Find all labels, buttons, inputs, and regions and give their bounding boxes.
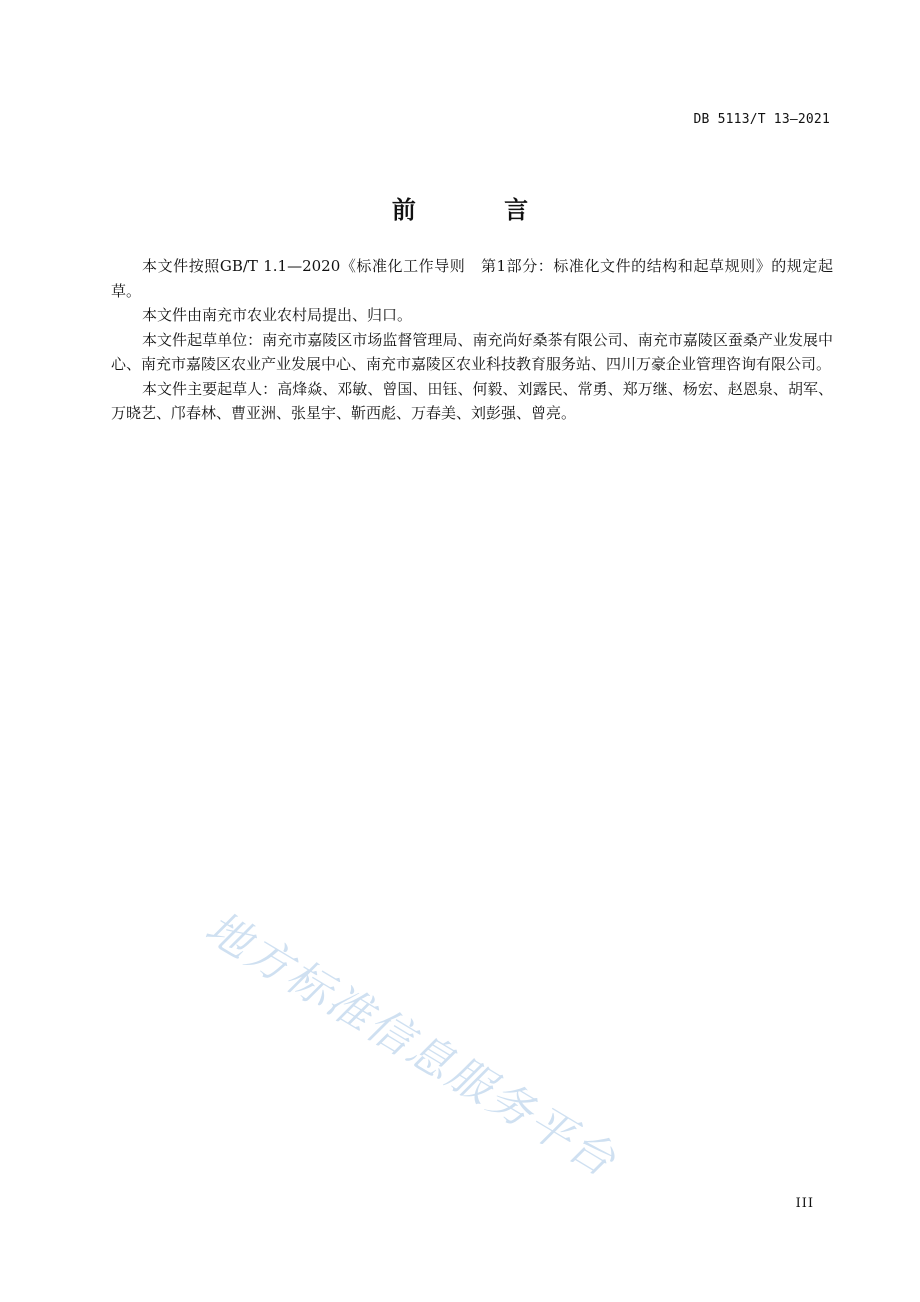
foreword-body (111, 254, 833, 426)
watermark: 地方标准信息服务平台 (196, 901, 626, 1188)
paragraph-proposer: 本文件由南充市农业农村局提出、归口。 (142, 306, 413, 324)
page-title: 前 言 (391, 196, 569, 224)
page-number: III (795, 1196, 814, 1211)
paragraph-drafting-rules: 本文件按照GB/T 1.1—2020《标准化工作导则 第1部分：标准化文件的结构和起草规则》的规定起草。 (111, 257, 833, 300)
paragraph-drafters: 本文件主要起草人：高烽焱、邓敏、曾国、田钰、何毅、刘露民、常勇、郑万继、杨宏、赵恩泉、胡军、万晓艺、邝春林、曹亚洲、张星宇、靳西彪、万春美、刘彭强、曾亮。 (111, 379, 833, 422)
paragraph-drafting-units: 本文件起草单位：南充市嘉陵区市场监督管理局、南充尚好桑茶有限公司、南充市嘉陵区蚕桑产业发展中心、南充市嘉陵区农业产业发展中心、南充市嘉陵区农业科技教育服务站、四川万豪企业管理咨询有限公司。 (111, 330, 833, 373)
document-code: DB 5113/T 13—2021 (693, 112, 830, 127)
